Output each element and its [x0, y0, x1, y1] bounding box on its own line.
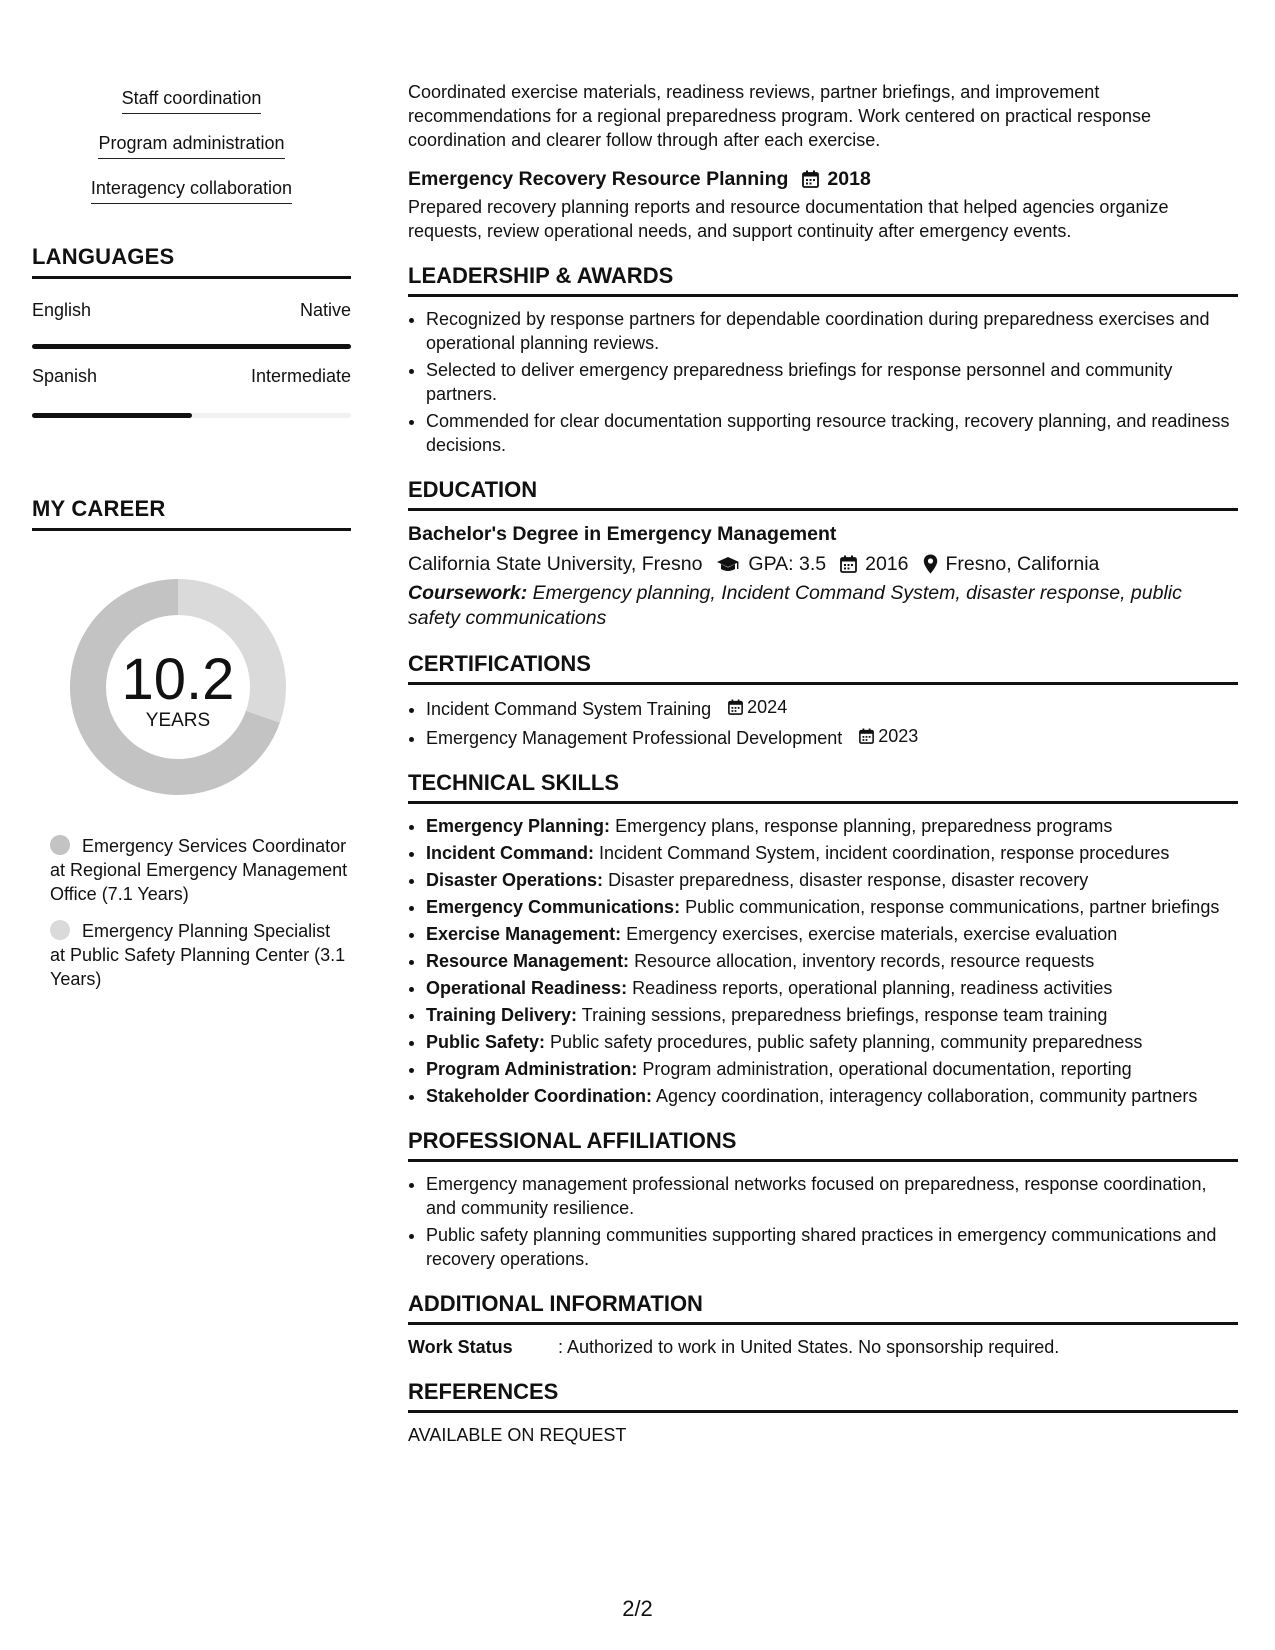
coursework-label: Coursework:: [408, 582, 528, 604]
location-pin-icon: [923, 554, 938, 574]
project-intro: Coordinated exercise materials, readiness reviews, partner briefings, and improvement recommendations for a regional preparedness program. Work centered on practical response coordination and clearer follow through after each exercise.: [408, 82, 1152, 150]
certification-year: 2023: [878, 726, 919, 746]
technical-skills-heading: TECHNICAL SKILLS: [408, 770, 1238, 804]
technical-skills-list: [408, 814, 1238, 1108]
certifications-list: [408, 695, 1238, 750]
graduation-cap-icon: [716, 556, 740, 573]
skill-item: • Disaster Operations: Disaster preparedness, disaster response, disaster recovery: [426, 868, 1238, 892]
project-title-row: [408, 166, 1238, 192]
affiliations-heading: PROFESSIONAL AFFILIATIONS: [408, 1128, 1238, 1162]
references-heading: REFERENCES: [408, 1379, 1238, 1413]
career-legend-item: Emergency Services Coordinator at Regional Emergency Management Office (7.1 Years): [50, 836, 348, 904]
skill-item: • Public Safety: Public safety procedures, public safety planning, community preparedness: [426, 1030, 1238, 1054]
calendar-icon: [840, 555, 857, 573]
page-number: 2/2: [622, 1596, 653, 1621]
gpa: GPA: 3.5: [748, 553, 827, 575]
project-description: Prepared recovery planning reports and resource documentation that helped agencies organize requests, review operational needs, and support continuity after emergency events.: [408, 197, 1169, 241]
project-title: Emergency Recovery Resource Planning: [408, 168, 789, 190]
languages-heading: LANGUAGES: [32, 244, 351, 279]
skill-tags: [32, 86, 351, 221]
right-column: [408, 80, 1238, 1447]
legend-dot: [50, 835, 70, 855]
language-bar-spanish: [32, 413, 351, 418]
list-item: • Emergency management professional networks focused on preparedness, response coordination, and community resilience.: [426, 1172, 1238, 1220]
skill-item: • Stakeholder Coordination: Agency coordination, interagency collaboration, community partners: [426, 1084, 1238, 1108]
school-location: Fresno, California: [945, 553, 1100, 575]
skill-item: • Incident Command: Incident Command System, incident coordination, response procedures: [426, 841, 1238, 865]
language-level: Native: [299, 300, 351, 320]
language-bar-english: [32, 344, 351, 349]
language-row-english: [32, 300, 351, 321]
language-name: Spanish: [32, 366, 98, 386]
skill-item: • Emergency Planning: Emergency plans, response planning, preparedness programs: [426, 814, 1238, 838]
career-legend: [50, 834, 350, 1004]
project-year: 2018: [827, 168, 871, 190]
education-heading: EDUCATION: [408, 477, 1238, 511]
career-donut-chart: [66, 575, 290, 799]
work-status-label: Work Status: [408, 1337, 513, 1357]
additional-info-heading: ADDITIONAL INFORMATION: [408, 1291, 1238, 1325]
skill-item: • Exercise Management: Emergency exercises, exercise materials, exercise evaluation: [426, 922, 1238, 946]
language-row-spanish: [32, 366, 351, 387]
certifications-heading: CERTIFICATIONS: [408, 651, 1238, 685]
career-total-years: 10.2: [121, 647, 235, 712]
list-item: • Recognized by response partners for dependable coordination during preparedness exercises and operational planning reviews.: [426, 307, 1238, 355]
career-heading: MY CAREER: [32, 496, 351, 531]
skill-tag: Interagency collaboration: [32, 176, 351, 221]
language-bar-fill: [32, 413, 192, 418]
work-status-value: : Authorized to work in United States. No sponsorship required.: [558, 1337, 1060, 1357]
legend-dot: [50, 920, 70, 940]
list-item: • Selected to deliver emergency preparedness briefings for response personnel and community partners.: [426, 358, 1238, 406]
certification-year: 2024: [747, 697, 788, 717]
language-bar-fill: [32, 344, 351, 349]
school-name: California State University, Fresno: [408, 553, 703, 575]
skill-item: • Training Delivery: Training sessions, preparedness briefings, response team training: [426, 1003, 1238, 1027]
calendar-icon: [859, 728, 874, 744]
career-years-unit: YEARS: [145, 710, 211, 731]
degree-title: Bachelor's Degree in Emergency Management: [408, 523, 837, 545]
calendar-icon: [728, 699, 743, 715]
graduation-year: 2016: [865, 553, 909, 575]
references-text: AVAILABLE ON REQUEST: [408, 1425, 627, 1445]
coursework: [408, 581, 1238, 631]
education-meta: [408, 551, 1238, 577]
skill-tag: Staff coordination: [32, 86, 351, 131]
leadership-list: [408, 307, 1238, 457]
language-name: English: [32, 300, 92, 320]
work-status-row: [408, 1335, 1238, 1359]
coursework-text: Emergency planning, Incident Command System, disaster response, public safety communications: [408, 582, 1182, 629]
leadership-heading: LEADERSHIP & AWARDS: [408, 263, 1238, 297]
skill-item: • Emergency Communications: Public communication, response communications, partner briefings: [426, 895, 1238, 919]
career-legend-item: Emergency Planning Specialist at Public Safety Planning Center (3.1 Years): [50, 921, 346, 989]
skill-item: • Program Administration: Program administration, operational documentation, reporting: [426, 1057, 1238, 1081]
skill-item: • Resource Management: Resource allocation, inventory records, resource requests: [426, 949, 1238, 973]
skill-item: • Operational Readiness: Readiness reports, operational planning, readiness activities: [426, 976, 1238, 1000]
certification-item: • Incident Command System Training 2024: [426, 695, 1238, 721]
list-item: • Commended for clear documentation supporting resource tracking, recovery planning, and readiness decisions.: [426, 409, 1238, 457]
affiliations-list: [408, 1172, 1238, 1271]
list-item: • Public safety planning communities supporting shared practices in emergency communications and recovery operations.: [426, 1223, 1238, 1271]
skill-tag: Program administration: [32, 131, 351, 176]
certification-item: • Emergency Management Professional Development 2023: [426, 724, 1238, 750]
language-level: Intermediate: [250, 366, 351, 386]
calendar-icon: [802, 170, 819, 188]
